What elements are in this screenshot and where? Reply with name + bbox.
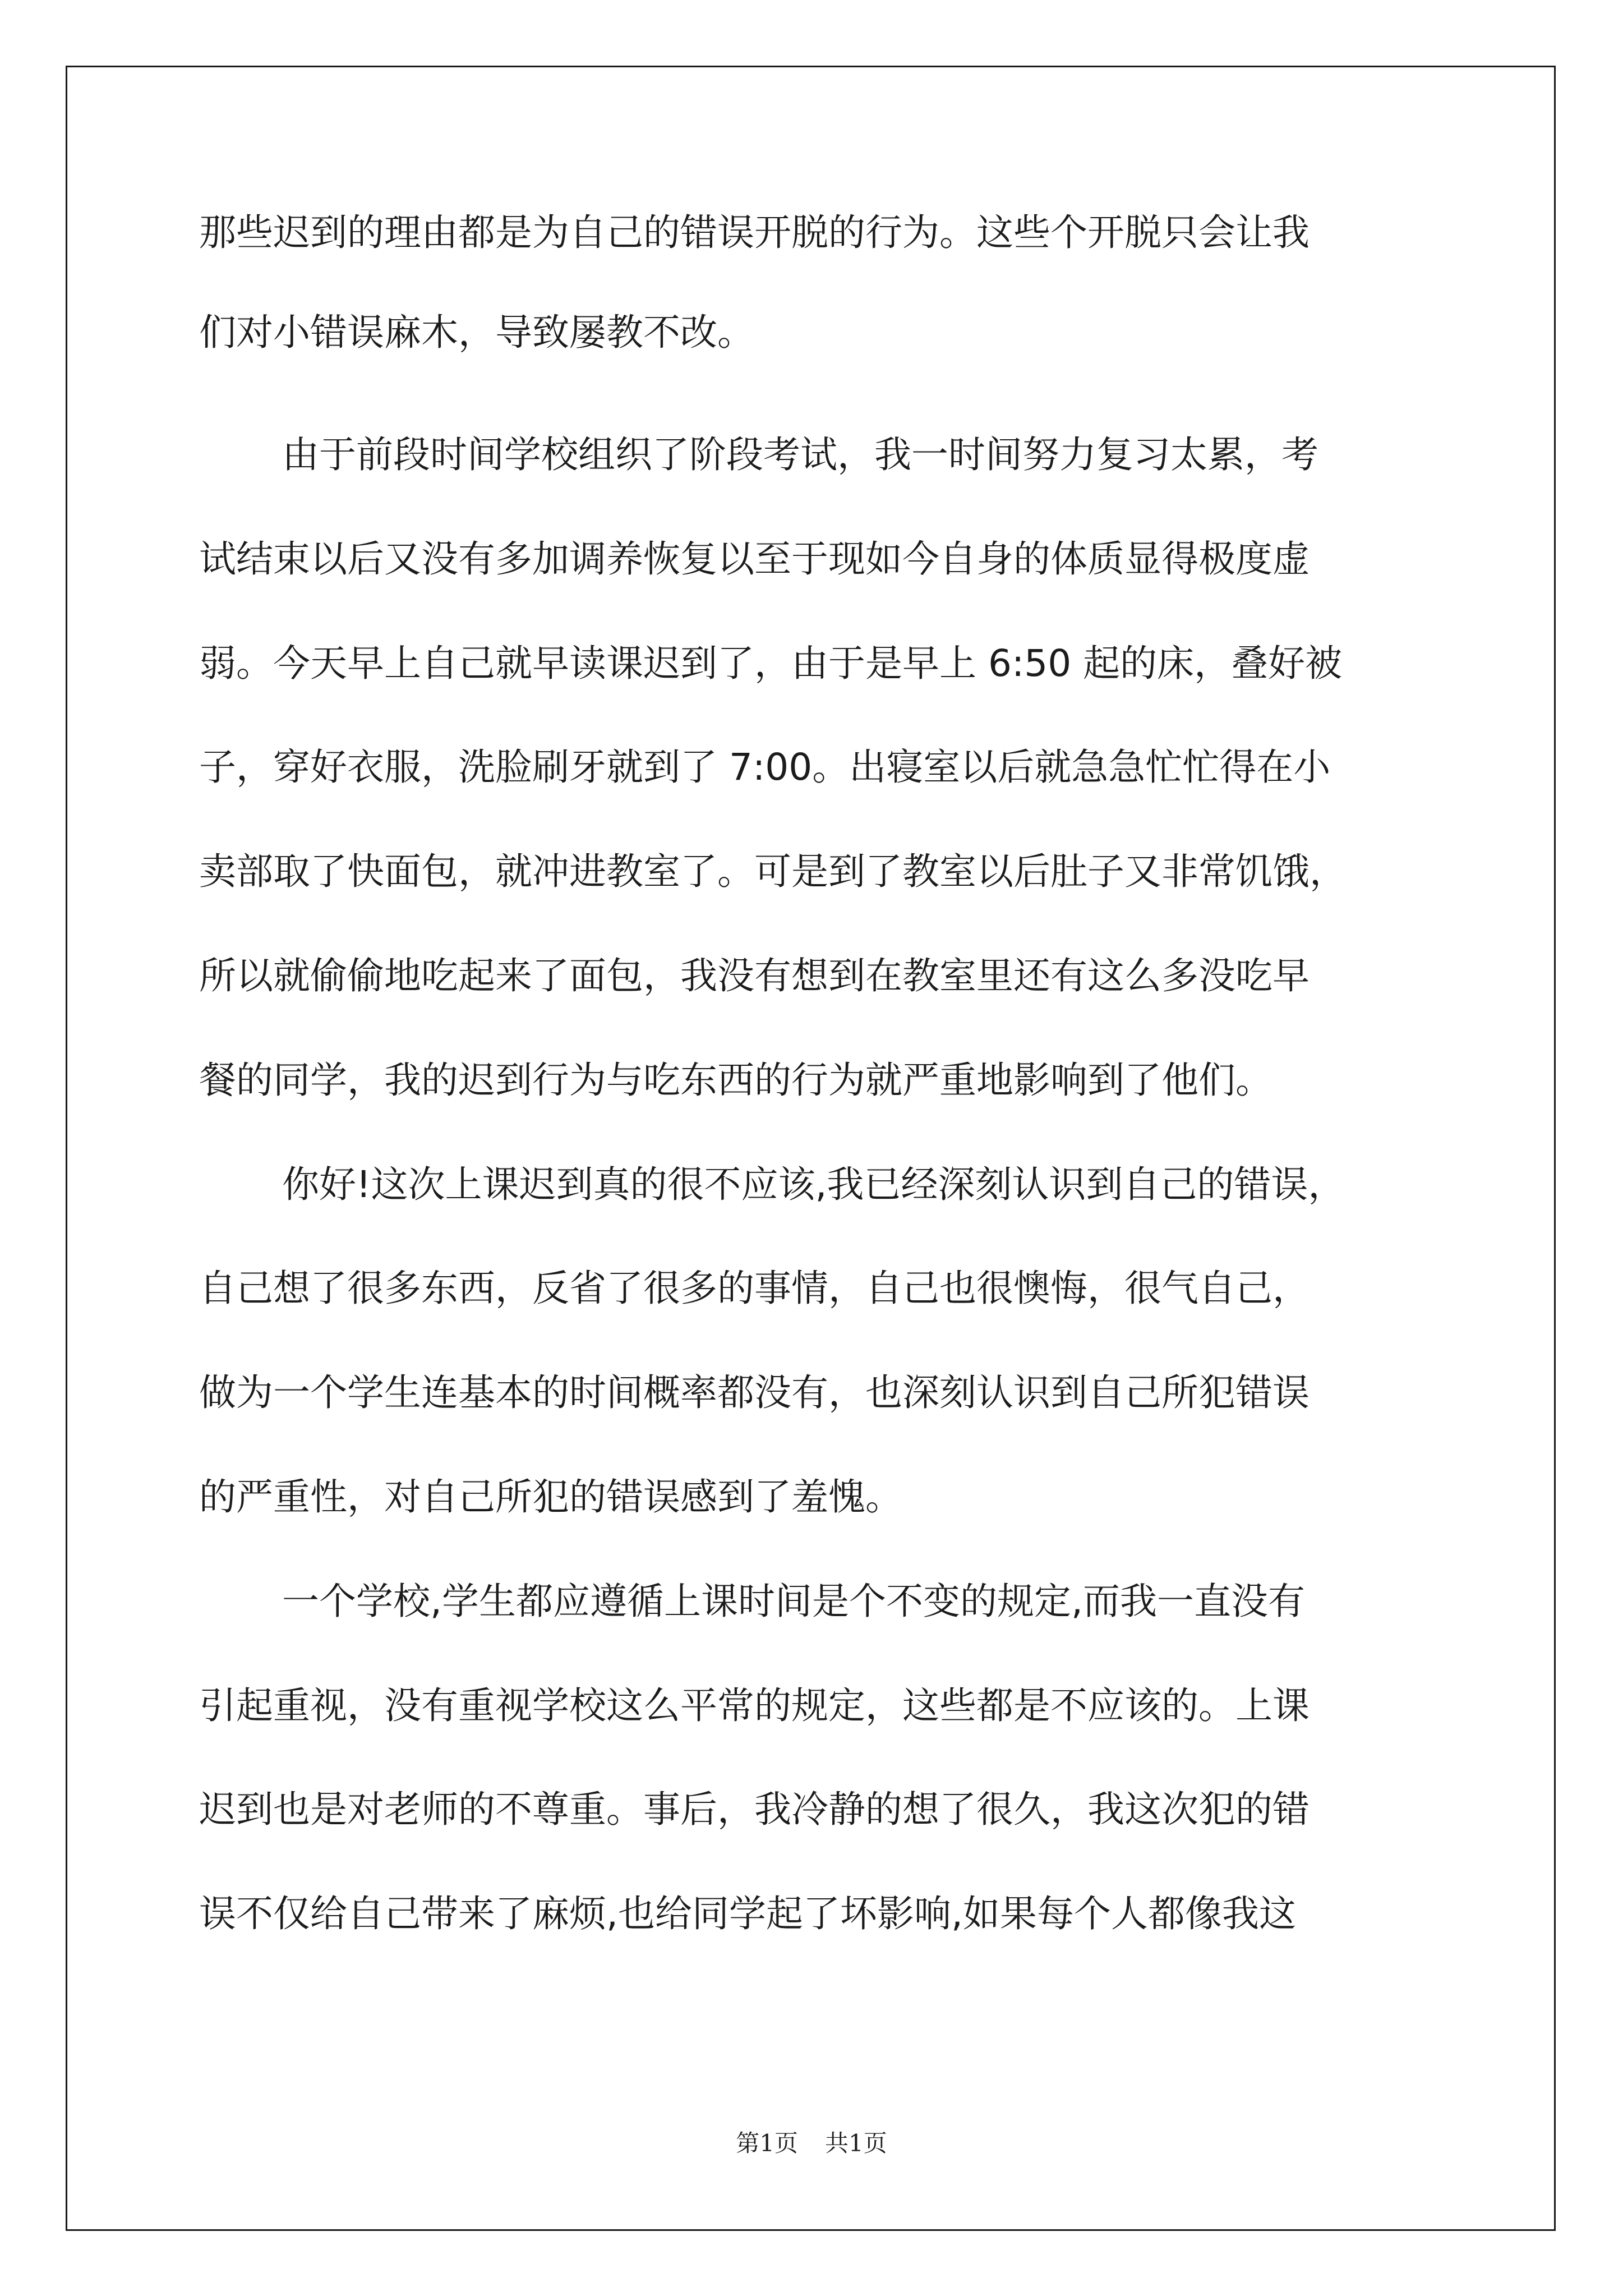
text-line: 餐的同学，我的迟到行为与吃东西的行为就严重地影响到了他们。 [199,1059,1272,1102]
text-line: 误不仅给自己带来了麻烦,也给同学起了坏影响,如果每个人都像我这 [199,1892,1296,1935]
text-line: 一个学校,学生都应遵循上课时间是个不变的规定,而我一直没有 [282,1580,1305,1623]
text-line: 迟到也是对老师的不尊重。事后，我冷静的想了很久，我这次犯的错 [199,1788,1310,1831]
text-line: 自己想了很多东西，反省了很多的事情，自己也很懊悔，很气自己， [199,1267,1310,1310]
page-footer [0,2125,1623,2159]
text-line: 你好!这次上课迟到真的很不应该,我已经深刻认识到自己的错误， [282,1163,1345,1206]
text-line: 卖部取了快面包，就冲进教室了。可是到了教室以后肚子又非常饥饿， [199,850,1347,893]
text-line: 们对小错误麻木，导致屡教不改。 [199,311,754,354]
text-line: 弱。今天早上自己就早读课迟到了，由于是早上 6:50 起的床，叠好被 [199,642,1343,685]
page-number: 第1页 [736,2129,798,2157]
text-line: 试结束以后又没有多加调养恢复以至于现如今自身的体质显得极度虚 [199,537,1310,581]
page-total: 共1页 [825,2129,887,2157]
text-line: 做为一个学生连基本的时间概率都没有，也深刻认识到自己所犯错误 [199,1371,1310,1414]
text-line: 的严重性，对自己所犯的错误感到了羞愧。 [199,1475,902,1519]
text-line: 由于前段时间学校组织了阶段考试，我一时间努力复习太累，考 [282,433,1318,476]
text-line: 所以就偷偷地吃起来了面包，我没有想到在教室里还有这么多没吃早 [199,954,1310,997]
text-line: 引起重视，没有重视学校这么平常的规定，这些都是不应该的。上课 [199,1684,1310,1727]
text-line: 子，穿好衣服，洗脸刷牙就到了 7:00。出寝室以后就急急忙忙得在小 [199,746,1331,789]
text-line: 那些迟到的理由都是为自己的错误开脱的行为。这些个开脱只会让我 [199,211,1310,254]
